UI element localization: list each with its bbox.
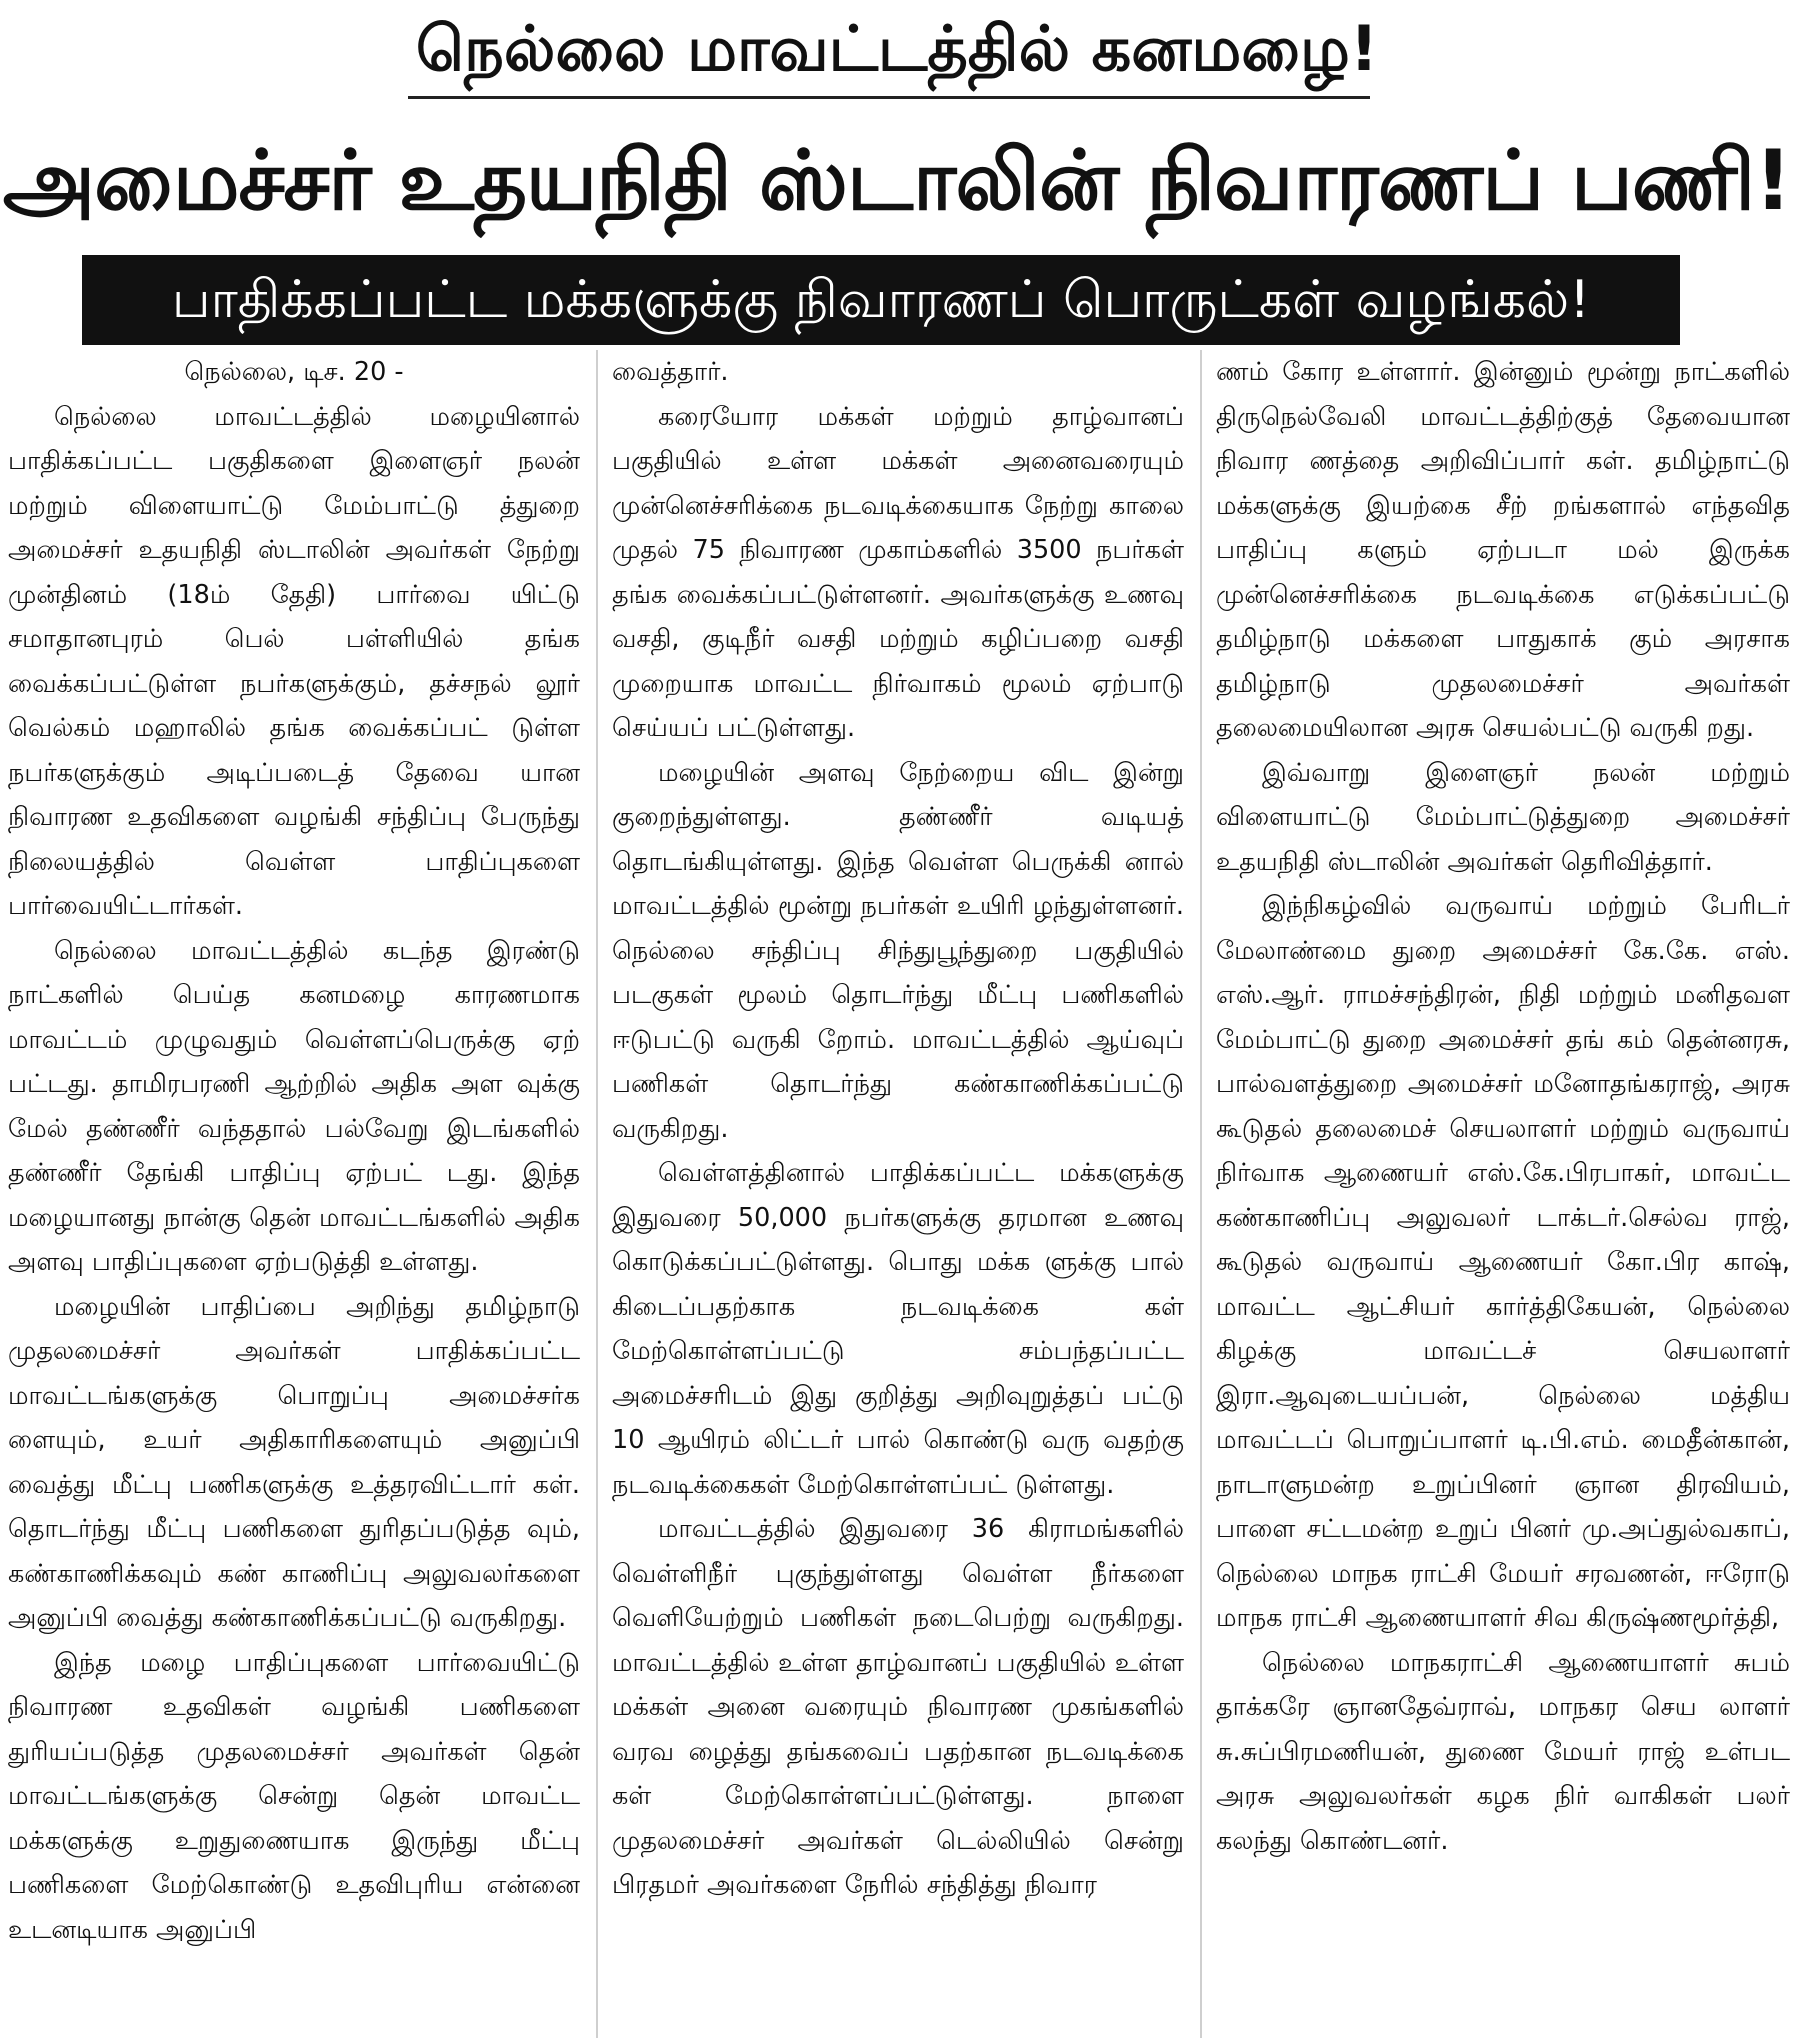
kicker-rule [408, 96, 1370, 99]
paragraph: நெல்லை மாநகராட்சி ஆணையாளர் சுபம் தாக்கரே ஞானதேவ்ராவ், மாநகர செய லாளர் சு.சுப்பிரமணியன், துணை மேயர் ராஜ் உள்பட அரசு அலுவலர்கள் கழக நிர் வாகிகள் பலர் கலந்து கொண்டனர். [1216, 1647, 1790, 1856]
paragraph: இவ்வாறு இளைஞர் நலன் மற்றும் விளையாட்டு மேம்பாட்டுத்துறை அமைச்சர் உதயநிதி ஸ்டாலின் அவர்கள் தெரிவித்தார். [1216, 757, 1790, 877]
paragraph: நெல்லை மாவட்டத்தில் மழையினால் பாதிக்கப்பட்ட பகுதிகளை இளைஞர் நலன் மற்றும் விளையாட்டு மேம்பாட்டு த்துறை அமைச்சர் உதயநிதி ஸ்டாலின் அவர்கள் நேற்று முன்தினம் (18ம் தேதி) பார்வை யிட்டு சமாதானபுரம் பெல் பள்ளியில் தங்க வைக்கப்பட்டுள்ள நபர்களுக்கும், தச்சநல் லூர் வெல்கம் மஹாலில் தங்க வைக்கப்பட் டுள்ள நபர்களுக்கும் அடிப்படைத் தேவை யான நிவாரண உதவிகளை வழங்கி சந்திப்பு பேருந்து நிலையத்தில் வெள்ள பாதிப்புகளை பார்வையிட்டார்கள். [8, 401, 580, 921]
column-divider [1200, 350, 1202, 2038]
paragraph: மழையின் அளவு நேற்றைய விட இன்று குறைந்துள்ளது. தண்ணீர் வடியத் தொடங்கியுள்ளது. இந்த வெள்ள பெருக்கி னால் மாவட்டத்தில் மூன்று நபர்கள் உயிரி ழந்துள்ளனர். நெல்லை சந்திப்பு சிந்துபூந்துறை பகுதியில் படகுகள் மூலம் தொடர்ந்து மீட்பு பணிகளில் ஈடுபட்டு வருகி றோம். மாவட்டத்தில் ஆய்வுப் பணிகள் தொடர்ந்து கண்காணிக்கப்பட்டு வருகிறது. [612, 757, 1184, 1144]
article-column-3 [1216, 350, 1790, 2038]
column-divider [596, 350, 598, 2038]
paragraph: வெள்ளத்தினால் பாதிக்கப்பட்ட மக்களுக்கு இதுவரை 50,000 நபர்களுக்கு தரமான உணவு கொடுக்கப்பட்டுள்ளது. பொது மக்க ளுக்கு பால் கிடைப்பதற்காக நடவடிக்கை கள் மேற்கொள்ளப்பட்டு சம்பந்தப்பட்ட அமைச்சரிடம் இது குறித்து அறிவுறுத்தப் பட்டு 10 ஆயிரம் லிட்டர் பால் கொண்டு வரு வதற்கு நடவடிக்கைகள் மேற்கொள்ளப்பட் டுள்ளது. [612, 1158, 1184, 1500]
kicker-title: நெல்லை மாவட்டத்தில் கனமழை! [415, 12, 1379, 85]
headline: அமைச்சர் உதயநிதி ஸ்டாலின் நிவாரணப் பணி! [2, 132, 1792, 229]
paragraph: இந்த மழை பாதிப்புகளை பார்வையிட்டு நிவாரண உதவிகள் வழங்கி பணிகளை துரியப்படுத்த முதலமைச்சர் அவர்கள் தென் மாவட்டங்களுக்கு சென்று தென் மாவட்ட மக்களுக்கு உறுதுணையாக இருந்து மீட்பு பணிகளை மேற்கொண்டு உதவிபுரிய என்னை உடனடியாக அனுப்பி [8, 1647, 580, 1945]
article-column-2 [612, 350, 1184, 2038]
paragraph: மழையின் பாதிப்பை அறிந்து தமிழ்நாடு முதலமைச்சர் அவர்கள் பாதிக்கப்பட்ட மாவட்டங்களுக்கு பொறுப்பு அமைச்சர்க ளையும், உயர் அதிகாரிகளையும் அனுப்பி வைத்து மீட்பு பணிகளுக்கு உத்தரவிட்டார் கள். தொடர்ந்து மீட்பு பணிகளை துரிதப்படுத்த வும், கண்காணிக்கவும் கண் காணிப்பு அலுவலர்களை அனுப்பி வைத்து கண்காணிக்கப்பட்டு வருகிறது. [8, 1291, 580, 1633]
subheadline-bar: பாதிக்கப்பட்ட மக்களுக்கு நிவாரணப் பொருட்கள் வழங்கல்! [82, 255, 1680, 345]
paragraph: கரையோர மக்கள் மற்றும் தாழ்வானப் பகுதியில் உள்ள மக்கள் அனைவரையும் முன்னெச்சரிக்கை நடவடிக்கையாக நேற்று காலை முதல் 75 நிவாரண முகாம்களில் 3500 நபர்கள் தங்க வைக்கப்பட்டுள்ளனர். அவர்களுக்கு உணவு வசதி, குடிநீர் வசதி மற்றும் கழிப்பறை வசதி முறையாக மாவட்ட நிர்வாகம் மூலம் ஏற்பாடு செய்யப் பட்டுள்ளது. [612, 401, 1184, 743]
paragraph: நெல்லை மாவட்டத்தில் கடந்த இரண்டு நாட்களில் பெய்த கனமழை காரணமாக மாவட்டம் முழுவதும் வெள்ளப்பெருக்கு ஏற் பட்டது. தாமிரபரணி ஆற்றில் அதிக அள வுக்கு மேல் தண்ணீர் வந்ததால் பல்வேறு இடங்களில் தண்ணீர் தேங்கி பாதிப்பு ஏற்பட் டது. இந்த மழையானது நான்கு தென் மாவட்டங்களில் அதிக அளவு பாதிப்புகளை ஏற்படுத்தி உள்ளது. [8, 935, 580, 1277]
paragraph: மாவட்டத்தில் இதுவரை 36 கிராமங்களில் வெள்ளிநீர் புகுந்துள்ளது வெள்ள நீர்களை வெளியேற்றும் பணிகள் நடைபெற்று வருகிறது. மாவட்டத்தில் உள்ள தாழ்வானப் பகுதியில் உள்ள மக்கள் அனை வரையும் நிவாரண முகங்களில் வரவ ழைத்து தங்கவைப் பதற்கான நடவடிக்கை கள் மேற்கொள்ளப்பட்டுள்ளது. நாளை முதலமைச்சர் அவர்கள் டெல்லியில் சென்று பிரதமர் அவர்களை நேரில் சந்தித்து நிவார [612, 1514, 1184, 1900]
dateline: நெல்லை, டிச. 20 - [184, 357, 404, 387]
paragraph-continued: ணம் கோர உள்ளார். இன்னும் மூன்று நாட்களில் திருநெல்வேலி மாவட்டத்திற்குத் தேவையான நிவார ணத்தை அறிவிப்பார் கள். தமிழ்நாட்டு மக்களுக்கு இயற்கை சீற் றங்களால் எந்தவித பாதிப்பு களும் ஏற்படா மல் இருக்க முன்னெச்சரிக்கை நடவடிக்கை எடுக்கப்பட்டு தமிழ்நாடு மக்களை பாதுகாக் கும் அரசாக தமிழ்நாடு முதலமைச்சர் அவர்கள் தலைமையிலான அரசு செயல்பட்டு வருகி றது. [1216, 357, 1790, 743]
paragraph: இந்நிகழ்வில் வருவாய் மற்றும் பேரிடர் மேலாண்மை துறை அமைச்சர் கே.கே. எஸ். எஸ்.ஆர். ராமச்சந்திரன், நிதி மற்றும் மனிதவள மேம்பாட்டு துறை அமைச்சர் தங் கம் தென்னரசு, பால்வளத்துறை அமைச்சர் மனோதங்கராஜ், அரசு கூடுதல் தலைமைச் செயலாளர் மற்றும் வருவாய் நிர்வாக ஆணையர் எஸ்.கே.பிரபாகர், மாவட்ட கண்காணிப்பு அலுவலர் டாக்டர்.செல்வ ராஜ், கூடுதல் வருவாய் ஆணையர் கோ.பிர காஷ், மாவட்ட ஆட்சியர் கார்த்திகேயன், நெல்லை கிழக்கு மாவட்டச் செயலாளர் இரா.ஆவுடையப்பன், நெல்லை மத்திய மாவட்டப் பொறுப்பாளர் டி.பி.எம். மைதீன்கான், நாடாளுமன்ற உறுப்பினர் ஞான திரவியம், பாளை சட்டமன்ற உறுப் பினர் மு.அப்துல்வகாப், நெல்லை மாநக ராட்சி மேயர் சரவணன், ஈரோடு மாநக ராட்சி ஆணையாளர் சிவ கிருஷ்ணமூர்த்தி, [1216, 891, 1790, 1633]
article-column-1 [8, 350, 580, 2038]
paragraph-continued: வைத்தார். [612, 357, 729, 387]
